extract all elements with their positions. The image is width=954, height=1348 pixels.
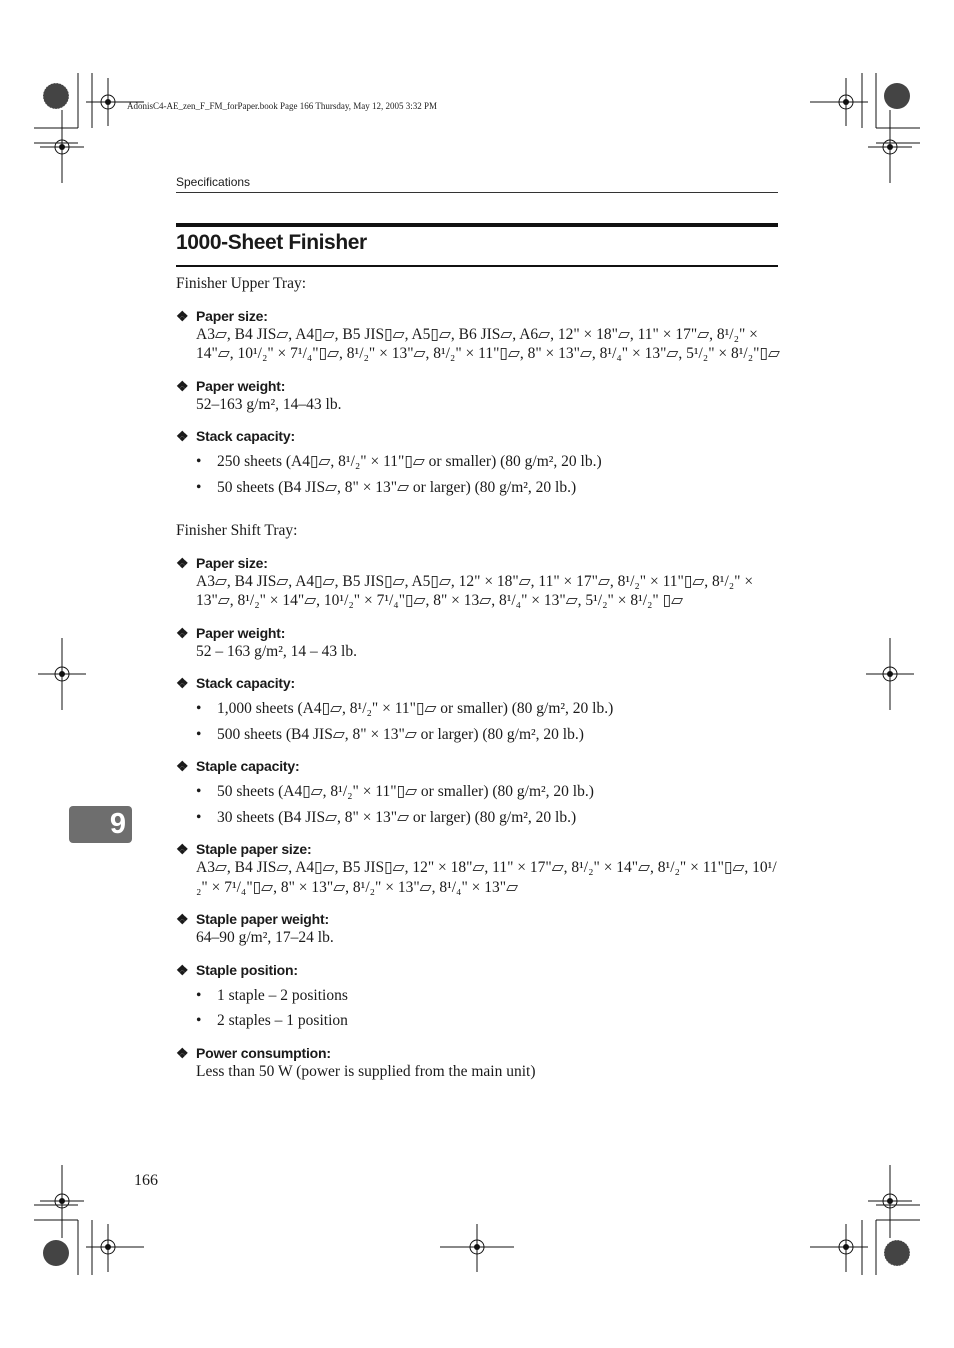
list-item: • 250 sheets (A4▯▱, 8¹/₂" × 11"▯▱ or smaller) (80 g/m², 20 lb.) [196, 453, 602, 470]
shift-staple-capacity [176, 758, 780, 827]
list-item: • 2 staples – 1 position [196, 1012, 348, 1029]
item-title: Stack capacity: [196, 675, 295, 691]
shift-paper-weight [176, 625, 780, 662]
shift-paper-size [176, 555, 780, 611]
list-item: • 50 sheets (B4 JIS▱, 8" × 13"▱ or larger) (80 g/m², 20 lb.) [196, 478, 577, 496]
diamond-bullet-icon: ❖ [176, 841, 189, 857]
item-body: Less than 50 W (power is supplied from the main unit) [196, 1062, 536, 1080]
diamond-bullet-icon: ❖ [176, 554, 189, 571]
bullet-icon: • [196, 808, 202, 826]
bullet-icon: • [196, 725, 202, 743]
page-number: 166 [134, 1172, 158, 1189]
diamond-bullet-icon: ❖ [176, 428, 189, 444]
bullet-icon: • [196, 986, 202, 1004]
shift-staple-paper-weight [176, 911, 780, 948]
item-title: Stack capacity: [196, 428, 295, 444]
diamond-bullet-icon: ❖ [176, 1044, 189, 1061]
item-title: Power consumption: [196, 1044, 331, 1061]
list-item: • 30 sheets (B4 JIS▱, 8" × 13"▱ or larger) (80 g/m², 20 lb.) [196, 808, 577, 826]
list-item: • 1 staple – 2 positions [196, 986, 348, 1004]
running-head-rule [176, 192, 778, 193]
shift-staple-position [176, 962, 780, 1031]
item-title: Staple position: [196, 961, 298, 978]
upper-stack-capacity [176, 428, 780, 497]
diamond-bullet-icon: ❖ [176, 961, 189, 978]
shift-staple-paper-size [176, 841, 780, 897]
title-rule-bottom [176, 265, 778, 267]
upper-tray-label: Finisher Upper Tray: [176, 275, 307, 292]
shift-tray-label: Finisher Shift Tray: [176, 522, 298, 539]
item-title: Staple paper size: [196, 841, 312, 857]
bullet-icon: • [196, 700, 202, 717]
item-title: Staple paper weight: [196, 911, 329, 927]
item-body: 52 – 163 g/m², 14 – 43 lb. [196, 642, 357, 660]
running-head: Specifications [176, 175, 251, 189]
list-item: • 500 sheets (B4 JIS▱, 8" × 13"▱ or larger) (80 g/m², 20 lb.) [196, 725, 584, 743]
item-title: Paper weight: [196, 377, 286, 394]
item-body: A3▱, B4 JIS▱, A4▯▱, B5 JIS▯▱, 12" × 18"▱, 11" × 17"▱, 8¹/₂" × 14"▱, 8¹/₂" × 11"▯▱, 10¹/₂" × 7¹/₄"▯▱, 8" × 13"▱, 8¹/₂" × 13"▱, 8¹/₄" × 13"▱ [196, 859, 777, 896]
item-title: Paper size: [196, 554, 268, 571]
diamond-bullet-icon: ❖ [176, 377, 189, 394]
item-body: A3▱, B4 JIS▱, A4▯▱, B5 JIS▯▱, A5▯▱, B6 JIS▱, A6▱, 12" × 18"▱, 11" × 17"▱, 8¹/₂" × 14"▱, 10¹/₂" × 7¹/₄"▯▱, 8¹/₂" × 13"▱, 8¹/₂" × 11"▯▱, 8" × 13"▱, 8¹/₄" × 13"▱, 5¹/₂" × 8¹/₂"▯▱ [196, 325, 780, 362]
item-title: Paper weight: [196, 624, 286, 641]
diamond-bullet-icon: ❖ [176, 758, 189, 774]
main-content [176, 274, 780, 1095]
title-rule-top [176, 223, 778, 227]
diamond-bullet-icon: ❖ [176, 675, 189, 691]
list-item: • 1,000 sheets (A4▯▱, 8¹/₂" × 11"▯▱ or smaller) (80 g/m², 20 lb.) [196, 700, 614, 717]
upper-paper-size [176, 308, 780, 364]
item-body: 64–90 g/m², 17–24 lb. [196, 929, 334, 946]
item-body: 52–163 g/m², 14–43 lb. [196, 395, 342, 413]
item-title: Staple capacity: [196, 758, 300, 774]
bullet-icon: • [196, 783, 202, 800]
bullet-icon: • [196, 1012, 202, 1029]
bullet-icon: • [196, 453, 202, 470]
chapter-tab: 9 [69, 806, 132, 843]
shift-stack-capacity [176, 675, 780, 744]
list-item: • 50 sheets (A4▯▱, 8¹/₂" × 11"▯▱ or smaller) (80 g/m², 20 lb.) [196, 783, 594, 800]
upper-paper-weight [176, 378, 780, 415]
diamond-bullet-icon: ❖ [176, 624, 189, 641]
diamond-bullet-icon: ❖ [176, 307, 189, 324]
shift-power-consumption [176, 1045, 780, 1082]
item-title: Paper size: [196, 307, 268, 324]
page-title: 1000-Sheet Finisher [176, 231, 367, 254]
print-info: AdonisC4-AE_zen_F_FM_forPaper.book Page 166 Thursday, May 12, 2005 3:32 PM [127, 101, 437, 111]
item-body: A3▱, B4 JIS▱, A4▯▱, B5 JIS▯▱, A5▯▱, 12" × 18"▱, 11" × 17"▱, 8¹/₂" × 11"▯▱, 8¹/₂" × 13"▱, 8¹/₂" × 14"▱, 10¹/₂" × 7¹/₄"▯▱, 8" × 13▱, 8¹/₄" × 13"▱, 5¹/₂" × 8¹/₂" ▯▱ [196, 572, 754, 609]
diamond-bullet-icon: ❖ [176, 911, 189, 927]
bullet-icon: • [196, 478, 202, 496]
